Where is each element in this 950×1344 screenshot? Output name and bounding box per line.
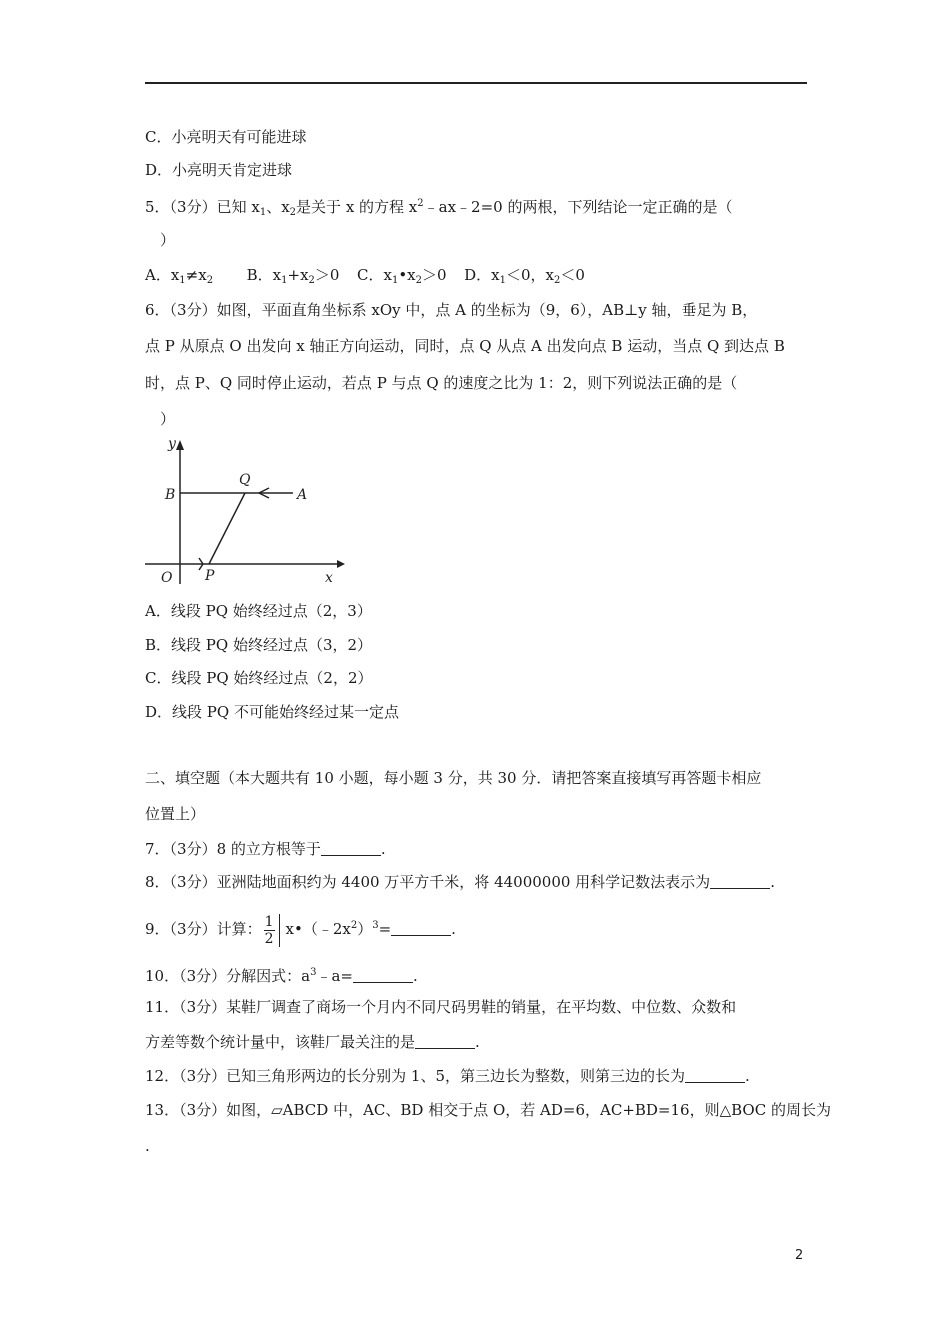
q8-answer-blank[interactable] [710, 874, 770, 889]
q6-coordinate-figure [145, 432, 345, 592]
q13-line2: . [145, 1137, 150, 1155]
q7-answer-blank[interactable] [321, 841, 381, 856]
q6-line1: 6．（3分）如图，平面直角坐标系 xOy 中，点 A 的坐标为（9，6），AB⊥y 轴，垂足为 B， [145, 301, 758, 319]
label-y: y [168, 436, 176, 452]
q12: 12．（3分）已知三角形两边的长分别为 1、5，第三边长为整数，则第三边的长为 . [145, 1067, 750, 1085]
q11-line2: 方差等数个统计量中，该鞋厂最关注的是 . [145, 1033, 480, 1051]
header-rule [145, 82, 807, 84]
q5-option-d: D．$x_1<0$，$x_2<0$ [464, 266, 585, 286]
q9: 9．（3分）计算： $\frac{1}{2}$ $x•(﹣2x^2)^3=$ . [145, 913, 456, 947]
section2-heading: 二、填空题（本大题共有 10 小题，每小题 3 分，共 30 分．请把答案直接填写再答题卡相应 [145, 769, 762, 787]
label-p: P [205, 568, 215, 584]
q10-answer-blank[interactable] [353, 968, 413, 983]
label-b: B [165, 487, 176, 503]
q10: 10．（3分）分解因式：$a^3﹣a=$ . [145, 967, 418, 985]
q12-answer-blank[interactable] [685, 1068, 745, 1083]
q5-options [145, 265, 585, 291]
p-arrow-lower [199, 564, 203, 570]
label-x: x [325, 570, 333, 586]
q8: 8．（3分）亚洲陆地面积约为 4400 万平方千米，将 44000000 用科学记数法表示为 . [145, 873, 775, 891]
fraction-half: $\frac{1}{2}$ [264, 914, 280, 947]
q4-option-c: C．小亮明天有可能进球 [145, 128, 307, 146]
q13-line1: 13．（3分）如图，▱ABCD 中，AC、BD 相交于点 O，若 AD=6，AC+BD=16，则△BOC 的周长为 [145, 1101, 831, 1119]
section2-heading-cont: 位置上） [145, 805, 206, 823]
q4-option-d: D．小亮明天肯定进球 [145, 161, 293, 179]
page-number: 2 [795, 1248, 804, 1263]
q11-line1: 11．（3分）某鞋厂调查了商场一个月内不同尺码男鞋的销量，在平均数、中位数、众数和 [145, 998, 737, 1016]
q11-answer-blank[interactable] [415, 1034, 475, 1049]
q6-option-d: D．线段 PQ 不可能始终经过某一定点 [145, 703, 399, 721]
label-o: O [161, 570, 173, 586]
q6-line4: ） [160, 410, 176, 428]
q5-stem: 5．（3分）已知 $x_1$、$x_2$是关于 x 的方程 $x^2﹣ax﹣2=0$ 的两根，下列结论一定正确的是（ [145, 198, 733, 218]
label-q: Q [239, 472, 251, 488]
q5-option-a: A．$x_1\ne x_2$ [145, 266, 214, 286]
q5-option-c: C．$x_1•x_2>0$ [357, 266, 447, 286]
q6-option-a: A．线段 PQ 始终经过点（2，3） [145, 602, 372, 620]
q6-line3: 时，点 P、Q 同时停止运动，若点 P 与点 Q 的速度之比为 1：2，则下列说法正确的是（ [145, 374, 738, 392]
q5-option-b: B．$x_1+x_2>0$ [246, 266, 340, 286]
label-a: A [297, 487, 308, 503]
q6-option-c: C．线段 PQ 始终经过点（2，2） [145, 669, 373, 687]
q6-line2: 点 P 从原点 O 出发向 x 轴正方向运动，同时，点 Q 从点 A 出发向点 B 运动，当点 Q 到达点 B [145, 337, 785, 355]
y-axis-arrow [176, 440, 184, 450]
segment-pq [209, 493, 245, 564]
q7: 7．（3分）8 的立方根等于 . [145, 840, 386, 858]
x-axis-arrow [337, 560, 345, 568]
q6-option-b: B．线段 PQ 始终经过点（3，2） [145, 636, 373, 654]
q9-answer-blank[interactable] [391, 921, 451, 936]
q5-stem-close: ） [160, 231, 176, 249]
p-arrow-upper [199, 558, 203, 564]
